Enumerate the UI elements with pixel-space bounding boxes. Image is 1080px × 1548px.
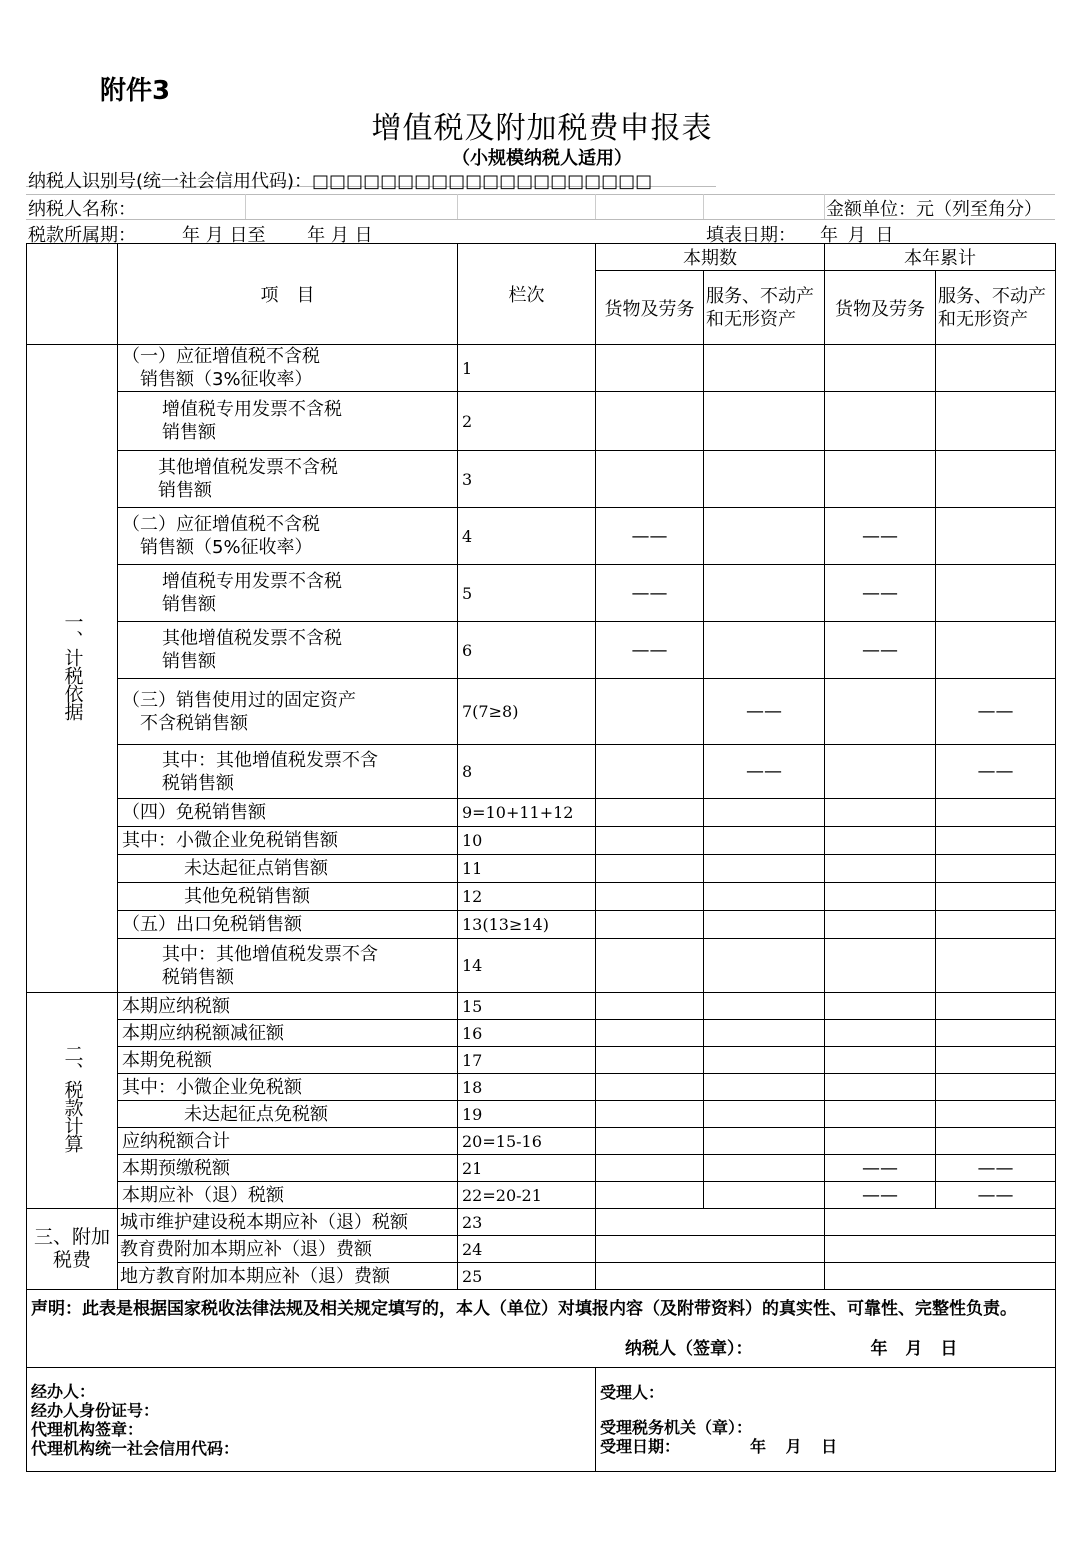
value-cell[interactable] bbox=[825, 799, 936, 827]
row-label: 增值税专用发票不含税 销售额 bbox=[118, 565, 458, 622]
receive-date-line bbox=[600, 1437, 1051, 1456]
value-cell[interactable] bbox=[704, 451, 825, 508]
value-cell[interactable] bbox=[596, 1155, 704, 1182]
row-code: 10 bbox=[458, 827, 596, 855]
value-cell[interactable] bbox=[704, 508, 825, 565]
row-label: 应纳税额合计 bbox=[118, 1128, 458, 1155]
value-cell[interactable] bbox=[936, 1074, 1056, 1101]
row-code: 6 bbox=[458, 622, 596, 679]
value-cell[interactable] bbox=[596, 1101, 704, 1128]
row-label: 本期预缴税额 bbox=[118, 1155, 458, 1182]
row-label: 教育费附加本期应补（退）费额 bbox=[118, 1236, 458, 1263]
services-header-line2: 和无形资产 bbox=[938, 308, 1028, 330]
row-code: 9=10+11+12 bbox=[458, 799, 596, 827]
table-row bbox=[27, 799, 1056, 827]
row-label: 增值税专用发票不含税 销售额 bbox=[118, 392, 458, 451]
value-cell[interactable] bbox=[704, 855, 825, 883]
row-label: 其中：小微企业免税额 bbox=[118, 1074, 458, 1101]
value-cell[interactable] bbox=[825, 883, 936, 911]
table-row bbox=[27, 565, 1056, 622]
row-code: 24 bbox=[458, 1236, 596, 1263]
table-row bbox=[27, 1209, 1056, 1236]
value-cell[interactable] bbox=[825, 1047, 936, 1074]
table-header-row bbox=[27, 244, 1056, 271]
row-code: 7(7≥8) bbox=[458, 679, 596, 745]
row-code: 17 bbox=[458, 1047, 596, 1074]
value-cell[interactable] bbox=[596, 451, 704, 508]
table-row bbox=[27, 1155, 1056, 1182]
dash-cell: —— bbox=[825, 508, 936, 565]
value-cell[interactable] bbox=[704, 1020, 825, 1047]
table-row bbox=[27, 1236, 1056, 1263]
row-code: 21 bbox=[458, 1155, 596, 1182]
row-code: 23 bbox=[458, 1209, 596, 1236]
row-label: 其中：小微企业免税销售额 bbox=[118, 827, 458, 855]
row-label: 其中：其他增值税发票不含 税销售额 bbox=[118, 939, 458, 993]
table-row bbox=[27, 392, 1056, 451]
signature-date: 年 月 日 bbox=[870, 1338, 958, 1359]
dash-cell: —— bbox=[936, 745, 1056, 799]
row-label: 本期应补（退）税额 bbox=[118, 1182, 458, 1209]
table-row bbox=[27, 622, 1056, 679]
value-cell[interactable] bbox=[596, 1128, 704, 1155]
row-code: 12 bbox=[458, 883, 596, 911]
value-cell[interactable] bbox=[825, 1236, 1056, 1263]
header-vrule bbox=[703, 194, 704, 219]
section-tax-basis: 一、计税依据 bbox=[27, 345, 118, 993]
row-label: （五）出口免税销售额 bbox=[118, 911, 458, 939]
fill-date-label: 填表日期： bbox=[706, 225, 796, 246]
value-cell[interactable] bbox=[936, 939, 1056, 993]
value-cell[interactable] bbox=[825, 855, 936, 883]
value-cell[interactable] bbox=[596, 911, 704, 939]
form-subtitle: （小规模纳税人适用） bbox=[452, 148, 632, 169]
value-cell[interactable] bbox=[825, 745, 936, 799]
value-cell[interactable] bbox=[704, 565, 825, 622]
table-row bbox=[27, 827, 1056, 855]
item-column-header: 项 目 bbox=[118, 244, 458, 345]
value-cell[interactable] bbox=[704, 1128, 825, 1155]
row-code: 1 bbox=[458, 345, 596, 392]
header-vrule bbox=[457, 194, 458, 219]
row-code: 22=20-21 bbox=[458, 1182, 596, 1209]
value-cell[interactable] bbox=[825, 939, 936, 993]
agency-seal-label: 代理机构签章： bbox=[31, 1419, 144, 1439]
declaration-cell bbox=[27, 1290, 1056, 1368]
value-cell[interactable] bbox=[596, 679, 704, 745]
dash-cell: —— bbox=[936, 679, 1056, 745]
dash-cell: —— bbox=[704, 679, 825, 745]
row-label: 其他增值税发票不含税 销售额 bbox=[118, 622, 458, 679]
current-period-header: 本期数 bbox=[596, 244, 825, 271]
row-code: 13(13≥14) bbox=[458, 911, 596, 939]
dash-cell: —— bbox=[704, 745, 825, 799]
receiver-info-cell bbox=[596, 1368, 1056, 1472]
tax-period-value: 年 月 日至 年 月 日 bbox=[182, 225, 373, 246]
table-row bbox=[27, 1182, 1056, 1209]
header-rule-2 bbox=[26, 219, 1055, 220]
value-cell[interactable] bbox=[596, 392, 704, 451]
section-tax-calculation: 二、税款计算 bbox=[27, 993, 118, 1209]
row-code: 3 bbox=[458, 451, 596, 508]
dash-cell: —— bbox=[596, 622, 704, 679]
goods-labor-header: 货物及劳务 bbox=[596, 271, 704, 345]
row-label: 其他免税销售额 bbox=[118, 883, 458, 911]
row-code: 14 bbox=[458, 939, 596, 993]
value-cell[interactable] bbox=[825, 1263, 1056, 1290]
value-cell[interactable] bbox=[825, 827, 936, 855]
services-header-line1: 服务、不动产 bbox=[706, 285, 814, 307]
value-cell[interactable] bbox=[704, 1047, 825, 1074]
row-label: （四）免税销售额 bbox=[118, 799, 458, 827]
form-title: 增值税及附加税费申报表 bbox=[371, 111, 713, 146]
row-code: 11 bbox=[458, 855, 596, 883]
table-row bbox=[27, 1263, 1056, 1290]
value-cell[interactable] bbox=[596, 1047, 704, 1074]
value-cell[interactable] bbox=[825, 392, 936, 451]
signature-label: 纳税人（签章）： bbox=[625, 1338, 753, 1359]
value-cell[interactable] bbox=[936, 911, 1056, 939]
value-cell[interactable] bbox=[936, 622, 1056, 679]
row-label: 未达起征点销售额 bbox=[118, 855, 458, 883]
row-label: 本期应纳税额 bbox=[118, 993, 458, 1020]
section-surcharges: 三、附加 税费 bbox=[27, 1209, 118, 1290]
amount-unit-label: 金额单位：元（列至角分） bbox=[826, 199, 1042, 220]
value-cell[interactable] bbox=[825, 1209, 1056, 1236]
value-cell[interactable] bbox=[704, 911, 825, 939]
table-row bbox=[27, 1074, 1056, 1101]
table-row bbox=[27, 745, 1056, 799]
value-cell[interactable] bbox=[825, 1101, 936, 1128]
row-code: 2 bbox=[458, 392, 596, 451]
value-cell[interactable] bbox=[936, 1020, 1056, 1047]
row-code: 18 bbox=[458, 1074, 596, 1101]
row-code: 8 bbox=[458, 745, 596, 799]
value-cell[interactable] bbox=[936, 855, 1056, 883]
row-label: （三）销售使用过的固定资产 不含税销售额 bbox=[118, 679, 458, 745]
year-total-header: 本年累计 bbox=[825, 244, 1056, 271]
declaration-text: 声明：此表是根据国家税收法律法规及相关规定填写的，本人（单位）对填报内容（及附带资料）的真实性、可靠性、完整性负责。 bbox=[31, 1298, 1017, 1319]
value-cell[interactable] bbox=[596, 1236, 825, 1263]
value-cell[interactable] bbox=[936, 799, 1056, 827]
row-code: 19 bbox=[458, 1101, 596, 1128]
dash-cell: —— bbox=[596, 508, 704, 565]
value-cell[interactable] bbox=[596, 1182, 704, 1209]
value-cell[interactable] bbox=[704, 1155, 825, 1182]
table-row bbox=[27, 1128, 1056, 1155]
row-label: 地方教育附加本期应补（退）费额 bbox=[118, 1263, 458, 1290]
fill-date-value: 年 月 日 bbox=[820, 225, 894, 246]
declaration-row bbox=[27, 1290, 1056, 1368]
table-row bbox=[27, 345, 1056, 392]
code-column-header: 栏次 bbox=[458, 244, 596, 345]
table-row bbox=[27, 1101, 1056, 1128]
value-cell[interactable] bbox=[936, 451, 1056, 508]
table-row bbox=[27, 883, 1056, 911]
row-label: 其他增值税发票不含税 销售额 bbox=[118, 451, 458, 508]
receive-date-label: 受理日期： bbox=[600, 1437, 681, 1456]
dash-cell: —— bbox=[825, 565, 936, 622]
dash-cell: —— bbox=[825, 1182, 936, 1209]
value-cell[interactable] bbox=[596, 1263, 825, 1290]
value-cell[interactable] bbox=[704, 345, 825, 392]
value-cell[interactable] bbox=[596, 883, 704, 911]
value-cell[interactable] bbox=[704, 1182, 825, 1209]
value-cell[interactable] bbox=[936, 827, 1056, 855]
header-vrule bbox=[595, 194, 596, 219]
table-row bbox=[27, 451, 1056, 508]
row-code: 4 bbox=[458, 508, 596, 565]
value-cell[interactable] bbox=[596, 939, 704, 993]
value-cell[interactable] bbox=[704, 939, 825, 993]
value-cell[interactable] bbox=[825, 1074, 936, 1101]
value-cell[interactable] bbox=[936, 508, 1056, 565]
table-row bbox=[27, 679, 1056, 745]
receiver-label: 受理人： bbox=[600, 1383, 665, 1402]
value-cell[interactable] bbox=[596, 1020, 704, 1047]
value-cell[interactable] bbox=[596, 993, 704, 1020]
table-row bbox=[27, 911, 1056, 939]
value-cell[interactable] bbox=[825, 993, 936, 1020]
value-cell[interactable] bbox=[704, 883, 825, 911]
row-label: （一）应征增值税不含税 销售额（3%征收率） bbox=[118, 345, 458, 392]
header-vrule bbox=[824, 194, 825, 219]
dash-cell: —— bbox=[936, 1155, 1056, 1182]
value-cell[interactable] bbox=[596, 345, 704, 392]
value-cell[interactable] bbox=[936, 1047, 1056, 1074]
agent-id-label: 经办人身份证号： bbox=[31, 1400, 160, 1420]
services-header bbox=[704, 271, 825, 345]
value-cell[interactable] bbox=[704, 1074, 825, 1101]
value-cell[interactable] bbox=[825, 451, 936, 508]
value-cell[interactable] bbox=[704, 993, 825, 1020]
value-cell[interactable] bbox=[704, 622, 825, 679]
table-row bbox=[27, 993, 1056, 1020]
value-cell[interactable] bbox=[704, 1101, 825, 1128]
value-cell[interactable] bbox=[825, 345, 936, 392]
value-cell[interactable] bbox=[936, 1128, 1056, 1155]
goods-labor-header: 货物及劳务 bbox=[825, 271, 936, 345]
table-row bbox=[27, 508, 1056, 565]
value-cell[interactable] bbox=[825, 911, 936, 939]
bottom-row bbox=[27, 1368, 1056, 1472]
value-cell[interactable] bbox=[596, 745, 704, 799]
value-cell[interactable] bbox=[936, 392, 1056, 451]
row-label: 其中：其他增值税发票不含 税销售额 bbox=[118, 745, 458, 799]
value-cell[interactable] bbox=[596, 799, 704, 827]
services-header bbox=[936, 271, 1056, 345]
value-cell[interactable] bbox=[936, 883, 1056, 911]
table-row bbox=[27, 1047, 1056, 1074]
value-cell[interactable] bbox=[825, 1128, 936, 1155]
table-row bbox=[27, 855, 1056, 883]
tax-period-label: 税款所属期： bbox=[28, 225, 136, 246]
dash-cell: —— bbox=[825, 622, 936, 679]
value-cell[interactable] bbox=[936, 345, 1056, 392]
taxpayer-name-label: 纳税人名称： bbox=[28, 199, 136, 220]
table-row bbox=[27, 1020, 1056, 1047]
table-row bbox=[27, 939, 1056, 993]
agency-code-label: 代理机构统一社会信用代码： bbox=[31, 1438, 240, 1458]
receive-date-value: 年 月 日 bbox=[750, 1437, 838, 1456]
value-cell[interactable] bbox=[825, 679, 936, 745]
services-header-line2: 和无形资产 bbox=[706, 308, 796, 330]
row-label: 城市维护建设税本期应补（退）税额 bbox=[118, 1209, 458, 1236]
row-code: 16 bbox=[458, 1020, 596, 1047]
value-cell[interactable] bbox=[825, 1020, 936, 1047]
value-cell[interactable] bbox=[704, 799, 825, 827]
row-label: 未达起征点免税额 bbox=[118, 1101, 458, 1128]
dash-cell: —— bbox=[936, 1182, 1056, 1209]
value-cell[interactable] bbox=[596, 855, 704, 883]
value-cell[interactable] bbox=[596, 1074, 704, 1101]
value-cell[interactable] bbox=[596, 1209, 825, 1236]
services-header-line1: 服务、不动产 bbox=[938, 285, 1046, 307]
value-cell[interactable] bbox=[596, 827, 704, 855]
row-label: 本期免税额 bbox=[118, 1047, 458, 1074]
value-cell[interactable] bbox=[936, 1101, 1056, 1128]
attachment-label: 附件3 bbox=[100, 76, 171, 106]
declaration-form-table bbox=[26, 243, 1056, 1472]
header-blank-cell bbox=[27, 244, 118, 345]
value-cell[interactable] bbox=[704, 392, 825, 451]
taxpayer-id-label: 纳税人识别号(统一社会信用代码)：□□□□□□□□□□□□□□□□□□□□ bbox=[28, 171, 653, 192]
value-cell[interactable] bbox=[936, 993, 1056, 1020]
row-label: 本期应纳税额减征额 bbox=[118, 1020, 458, 1047]
header-vrule bbox=[245, 194, 246, 219]
row-code: 20=15-16 bbox=[458, 1128, 596, 1155]
signature-line bbox=[31, 1336, 1051, 1362]
row-label: （二）应征增值税不含税 销售额（5%征收率） bbox=[118, 508, 458, 565]
row-code: 5 bbox=[458, 565, 596, 622]
row-code: 25 bbox=[458, 1263, 596, 1290]
dash-cell: —— bbox=[596, 565, 704, 622]
agent-info-cell bbox=[27, 1368, 596, 1472]
row-code: 15 bbox=[458, 993, 596, 1020]
value-cell[interactable] bbox=[936, 565, 1056, 622]
agent-label: 经办人： bbox=[31, 1381, 96, 1401]
value-cell[interactable] bbox=[704, 827, 825, 855]
tax-office-label: 受理税务机关（章）： bbox=[600, 1418, 753, 1437]
dash-cell: —— bbox=[825, 1155, 936, 1182]
